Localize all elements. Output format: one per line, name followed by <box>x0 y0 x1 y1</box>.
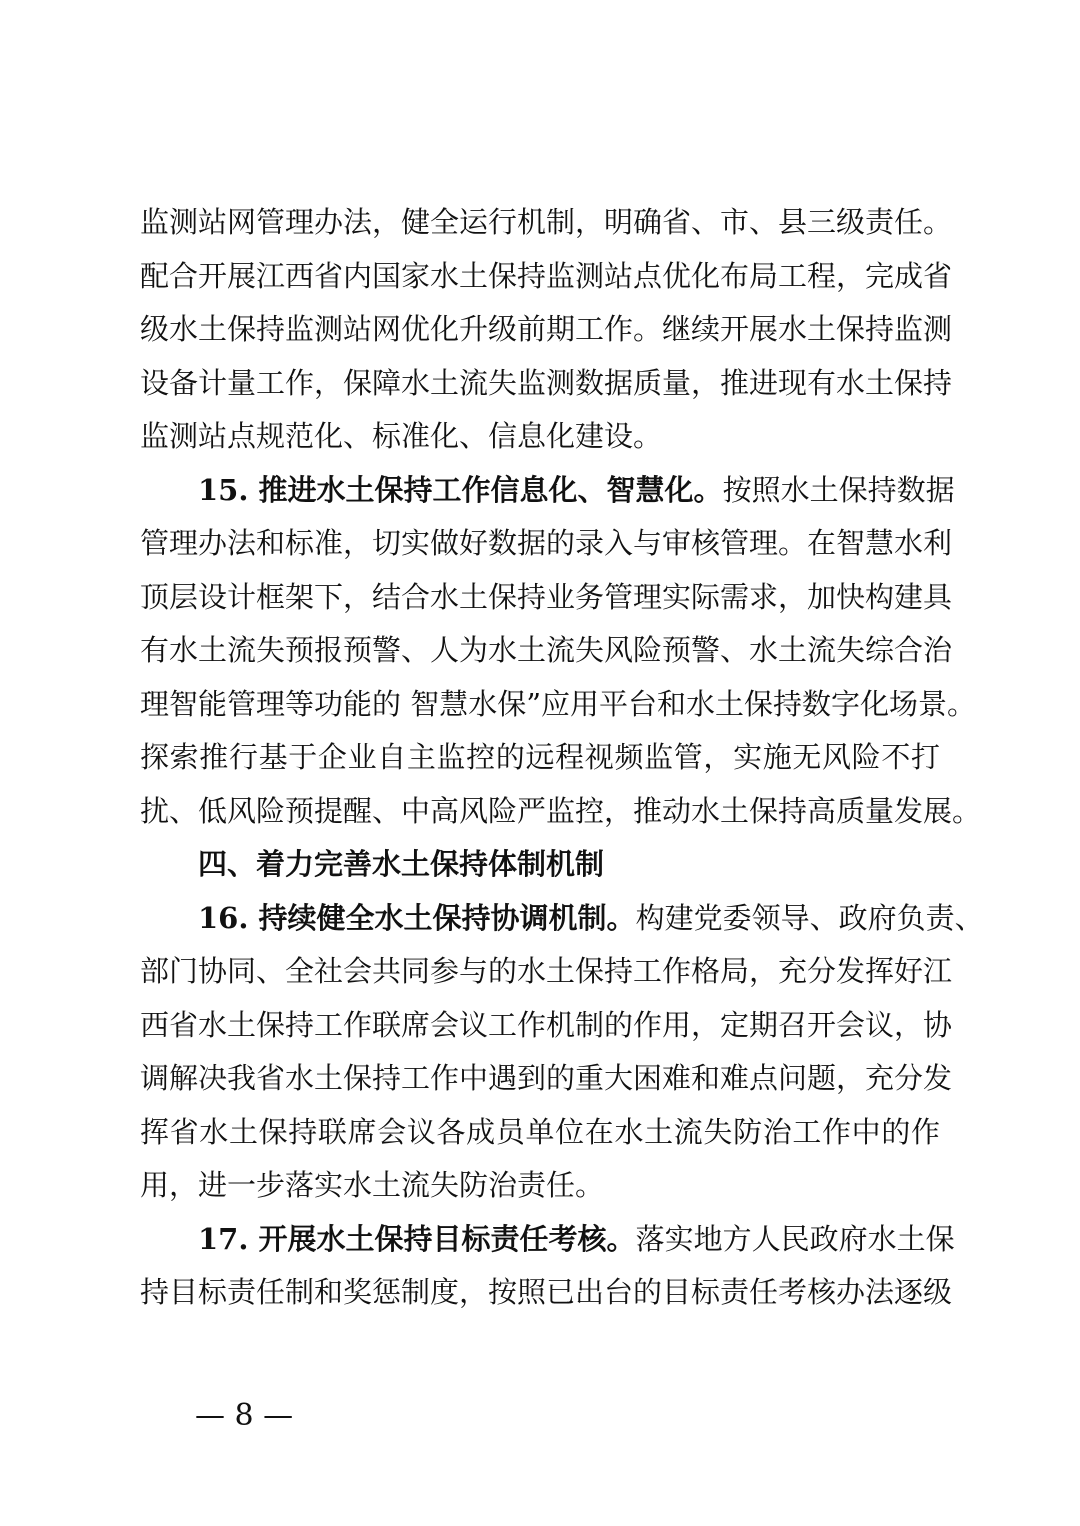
item-text: 构建党委领导、政府负责、 <box>635 900 984 935</box>
text-line: 部门协同、全社会共同参与的水土保持工作格局，充分发挥好江 <box>140 954 953 988</box>
item-title: 15. 推进水土保持工作信息化、智慧化。 <box>198 472 723 507</box>
item-title: 16. 持续健全水土保持协调机制。 <box>198 900 636 935</box>
document-body <box>140 196 984 1320</box>
text-line: 监测站点规范化、标准化、信息化建设。 <box>140 419 663 453</box>
page-number: — 8 — <box>195 1398 294 1433</box>
text-line: 级水土保持监测站网优化升级前期工作。继续开展水土保持监测 <box>140 312 953 346</box>
section-heading-text: 四、着力完善水土保持体制机制 <box>198 847 605 881</box>
paragraph-item-15 <box>140 464 982 839</box>
paragraph-continuation <box>140 196 953 464</box>
text-line: 持目标责任制和奖惩制度，按照已出台的目标责任考核办法逐级 <box>140 1275 953 1309</box>
text-line: 探索推行基于企业自主监控的远程视频监管，实施无风险不打 <box>140 740 940 774</box>
text-line <box>140 892 984 946</box>
item-text: 按照水土保持数据 <box>722 472 955 507</box>
text-line: 管理办法和标准，切实做好数据的录入与审核管理。在智慧水利 <box>140 526 953 560</box>
text-line: 挥省水土保持联席会议各成员单位在水土流失防治工作中的作 <box>140 1114 940 1149</box>
text-line: 西省水土保持工作联席会议工作机制的作用，定期召开会议，协 <box>140 1007 953 1042</box>
text-line: 设备计量工作，保障水土流失监测数据质量，推进现有水土保持 <box>140 365 953 400</box>
text-line: 顶层设计框架下，结合水土保持业务管理实际需求，加快构建具 <box>140 579 953 614</box>
item-text: 落实地方人民政府水土保 <box>635 1221 955 1256</box>
text-line: 用，进一步落实水土流失防治责任。 <box>140 1168 605 1202</box>
paragraph-item-17 <box>140 1213 955 1320</box>
paragraph-item-16 <box>140 892 984 1213</box>
text-line: 调解决我省水土保持工作中遇到的重大困难和难点问题，充分发 <box>140 1061 953 1095</box>
section-heading <box>140 838 940 892</box>
text-line <box>140 1213 955 1267</box>
text-line: 监测站网管理办法，健全运行机制，明确省、市、县三级责任。 <box>140 205 953 239</box>
text-line <box>140 464 955 518</box>
text-line: 配合开展江西省内国家水土保持监测站点优化布局工程，完成省 <box>140 258 953 293</box>
text-line: 扰、低风险预提醒、中高风险严监控，推动水土保持高质量发展。 <box>140 793 982 828</box>
text-line: 有水土流失预报预警、人为水土流失风险预警、水土流失综合治 <box>140 633 953 667</box>
text-line: 理智能管理等功能的 智慧水保”应用平台和水土保持数字化场景。 <box>140 686 977 721</box>
item-title: 17. 开展水土保持目标责任考核。 <box>198 1221 636 1256</box>
